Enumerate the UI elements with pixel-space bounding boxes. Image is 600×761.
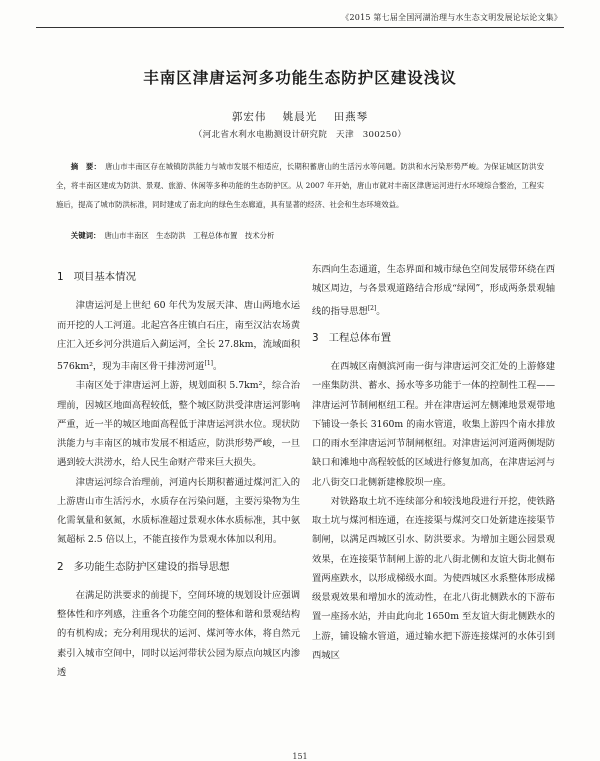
citation: [1] bbox=[204, 360, 213, 367]
section-number: 1 bbox=[57, 271, 64, 283]
paragraph-continued: 东西向生态通道，生态界面和城市绿色空间发展带环绕在西城区周边，与各景观道路结合形成“绿网”，形成两条景观轴线的指导思想[2]。 bbox=[312, 264, 555, 317]
paragraph: 在西城区南侧滨河南一街与津唐运河交汇处的上游修建一座集防洪、蓄水、扬水等多功能于一体的控制性工程——津唐运河节制闸枢纽工程。并在津唐运河左侧滩地景观带地下铺设一条长 3160m 的南水管道，收集上游四个南水排放口的雨水至津唐运河节制闸枢纽。对津唐运河河道两侧堤防缺口和滩地中高程较低的区域进行修复加高，在津唐运河与北八街交口北侧新建橡胶坝一座。 bbox=[312, 361, 555, 488]
section-heading bbox=[57, 268, 300, 287]
paragraph: 丰南区处于津唐运河上游，规划面积 5.7km²，综合治理前，因城区地面高程较低，整个城区防洪受津唐运河影响严重，近一半的城区地面高程低于津唐运河洪水位。现状防洪能力与丰南区的城市发展不相适应，防洪形势严峻，一旦遇到较大洪涝水，给人民生命财产带来巨大损失。 bbox=[57, 380, 300, 469]
abstract-label: 摘 要： bbox=[70, 162, 102, 171]
author-list bbox=[0, 109, 600, 124]
section-number: 2 bbox=[57, 560, 64, 573]
section-heading bbox=[312, 329, 555, 348]
section-title: 工程总体布置 bbox=[328, 331, 391, 344]
author: 郭宏伟 bbox=[231, 111, 267, 123]
paragraph: 对铁路取土坑不连续部分和较浅地段进行开挖，使铁路取土坑与煤河相连通，在连接渠与煤河交口处新建连接渠节制闸，以满足西城区引水、防洪要求。为增加主题公园景观效果，在连接渠节制闸上游的北八街北侧和友谊大街北侧布置两座跌水，以形成梯级水面。为使西城区水系整体形成梯级景观效果和增加水的流动性，在北八街北侧跌水的下游布置一座扬水站，并由此向北 1650m 至友谊大街北侧跌水的上游，铺设输水管道，通过输水把下游连接煤河的水体引到西城区 bbox=[312, 495, 555, 661]
paragraph: 津唐运河是上世纪 60 年代为发展天津、唐山两地水运而开挖的人工河道。北起宫各庄镇白石庄，南至汉沽农场黄庄汇入还乡河分洪道后入蓟运河，全长 27.8km，流域面积 576km²，现为丰南区骨干排涝河道[1]。 bbox=[57, 300, 300, 373]
section-title: 项目基本情况 bbox=[73, 271, 136, 283]
affiliation: （河北省水利水电勘测设计研究院 天津 300250） bbox=[193, 130, 407, 140]
abstract-text: 唐山市丰南区存在城镇防洪能力与城市发展不相适应，长期积蓄唐山的生活污水等问题。防洪和水污染形势严峻。为保证城区防洪安全，将丰南区建成为防洪、景观、旅游、休闲等多种功能的生态防护区。从 2007 年开始，唐山市就对丰南区津唐运河进行水环境综合整治，工程实施后，提高了城市防洪标准，同时建成了南北向的绿色生态廊道，具有显著的经济、社会和生态环境效益。 bbox=[56, 162, 544, 209]
abstract bbox=[56, 157, 544, 214]
citation: [2] bbox=[367, 304, 377, 312]
section-title: 多功能生态防护区建设的指导思想 bbox=[73, 560, 230, 573]
paper-title: 丰南区津唐运河多功能生态防护区建设浅议 bbox=[143, 69, 457, 87]
running-head: 《2015 第七届全国河湖治理与水生态文明发展论坛论文集》 bbox=[341, 13, 562, 22]
right-column bbox=[312, 260, 555, 665]
paragraph: 津唐运河综合治理前，河道内长期积蓄通过煤河汇入的上游唐山市生活污水，水质存在污染问题，主要污染物为生化需氧量和氨氮，水质标准超过景观水体水质标准，其中氨氮超标 2.5 倍以上，不能直接作为景观水体加以利用。 bbox=[57, 476, 300, 546]
section-number: 3 bbox=[312, 331, 319, 344]
keywords bbox=[56, 230, 544, 242]
header-rule bbox=[36, 27, 564, 28]
paragraph: 在满足防洪要求的前提下，空间环境的规划设计应强调整体性和序列感，注重各个功能空间的整体和谐和景观结构的有机构成；充分利用现状的运河、煤河等水体，将自然元素引入城市空间中，同时以运河带状公园为原点向城区内渗透 bbox=[57, 589, 300, 678]
keywords-text: 唐山市丰南区 生态防洪 工程总体布置 技术分析 bbox=[104, 231, 275, 240]
page-number: 151 bbox=[292, 752, 308, 761]
left-column bbox=[57, 260, 300, 682]
keywords-label: 关键词： bbox=[70, 231, 101, 240]
author: 田燕琴 bbox=[333, 111, 369, 123]
author: 姚晨光 bbox=[282, 111, 318, 123]
section-heading bbox=[57, 558, 300, 577]
